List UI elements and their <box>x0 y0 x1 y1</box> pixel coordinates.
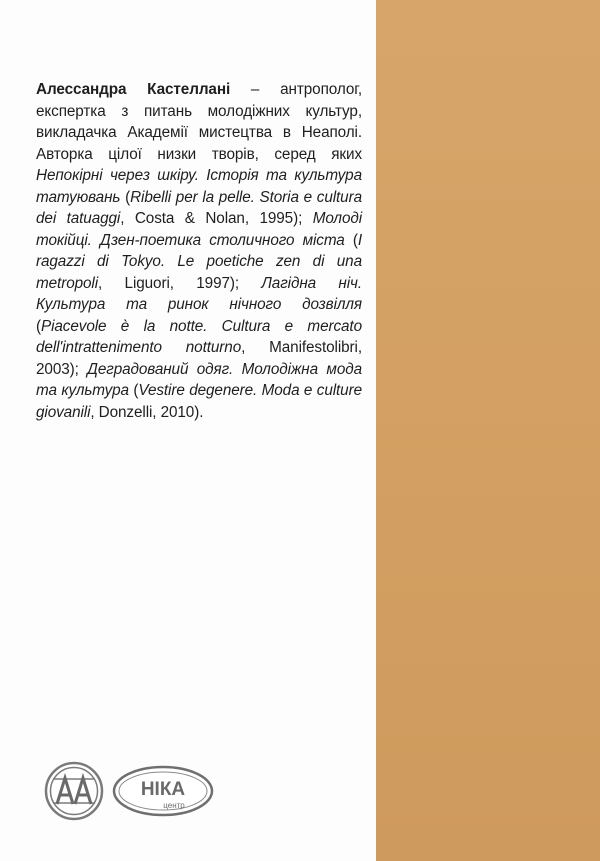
work-3-open: ( <box>36 317 41 335</box>
aa-publisher-logo-icon <box>44 760 104 822</box>
author-bio <box>36 79 362 423</box>
author-name: Алессандра Кастеллані <box>36 81 231 99</box>
work-3-original: Piacevole è la notte. Cultura e mercato dell'intrattenimento notturno <box>36 317 362 357</box>
work-1-publisher: , Costa & Nolan, 1995); <box>120 210 313 228</box>
work-2-publisher: , Liguori, 1997); <box>98 274 262 292</box>
work-1-open: ( <box>120 188 131 206</box>
work-4-publisher: , Donzelli, 2010). <box>90 403 204 421</box>
work-2-title: Молоді токійці. Дзен-поетика столичного міста <box>36 210 363 249</box>
work-4-title: Деградований одяг. Молодіжна мода та культура <box>36 360 362 400</box>
bio-intro: – антрополог, експертка з питань молодіжних культур, викладачка Академії мистецтва в Неаполі. Авторка цілої низки творів, серед яких <box>36 81 363 163</box>
work-4-original: Vestire degenere. Moda e culture giovanili <box>36 382 362 421</box>
work-2-original: I ragazzi di Tokyo. Le poetiche zen di una metropoli <box>36 231 362 292</box>
brown-color-panel <box>376 0 600 861</box>
work-3-publisher: , Manifestolibri, 2003); <box>36 339 362 378</box>
work-4-open: ( <box>128 382 139 400</box>
nika-centre-logo-icon <box>112 764 214 818</box>
work-2-open: ( <box>344 231 358 249</box>
work-1-title: Непокірні через шкіру. Історія та культура татуювань <box>36 167 362 206</box>
nika-logo-text: НІКА <box>140 779 186 800</box>
work-3-title: Лагідна ніч. Культура та ринок нічного дозвілля <box>36 274 362 314</box>
work-1-original: Ribelli per la pelle. Storia e cultura dei tatuaggi <box>36 188 362 228</box>
nika-logo-subtext: центр <box>163 801 185 810</box>
